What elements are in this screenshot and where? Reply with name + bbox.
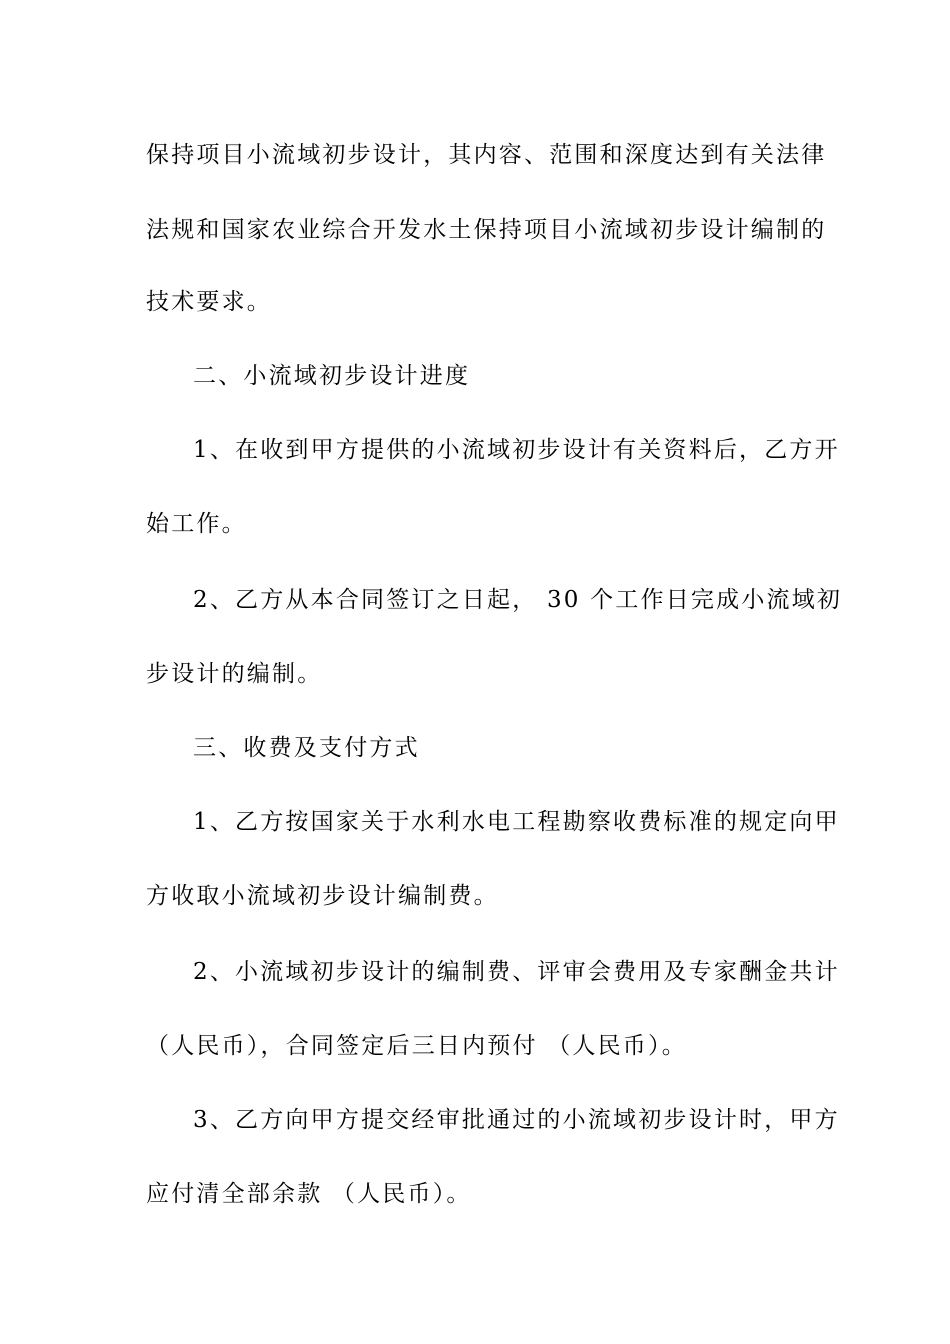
text-line: 保持项目小流域初步设计，其内容、范围和深度达到有关法律 — [146, 142, 827, 168]
section-heading: 二、小流域初步设计进度 — [193, 363, 471, 389]
section-heading: 三、收费及支付方式 — [193, 735, 420, 761]
text-line: 2、乙方从本合同签订之日起， 30 个工作日完成小流域初 — [193, 587, 843, 613]
text-line: 2、小流域初步设计的编制费、评审会费用及专家酬金共计 — [193, 959, 840, 985]
text-line: 步设计的编制。 — [146, 661, 323, 687]
text-line: （人民币），合同签定后三日内预付 （人民币）。 — [146, 1033, 687, 1059]
text-line: 1、乙方按国家关于水利水电工程勘察收费标准的规定向甲 — [193, 809, 840, 835]
text-line: 方收取小流域初步设计编制费。 — [146, 883, 499, 909]
text-line: 应付清全部余款 （人民币）。 — [146, 1181, 472, 1207]
text-line: 始工作。 — [146, 511, 247, 537]
text-line: 1、在收到甲方提供的小流域初步设计有关资料后，乙方开 — [193, 437, 840, 463]
text-line: 法规和国家农业综合开发水土保持项目小流域初步设计编制的 — [146, 217, 827, 243]
text-line: 技术要求。 — [146, 289, 272, 315]
text-line: 3、乙方向甲方提交经审批通过的小流域初步设计时，甲方 — [193, 1107, 840, 1133]
